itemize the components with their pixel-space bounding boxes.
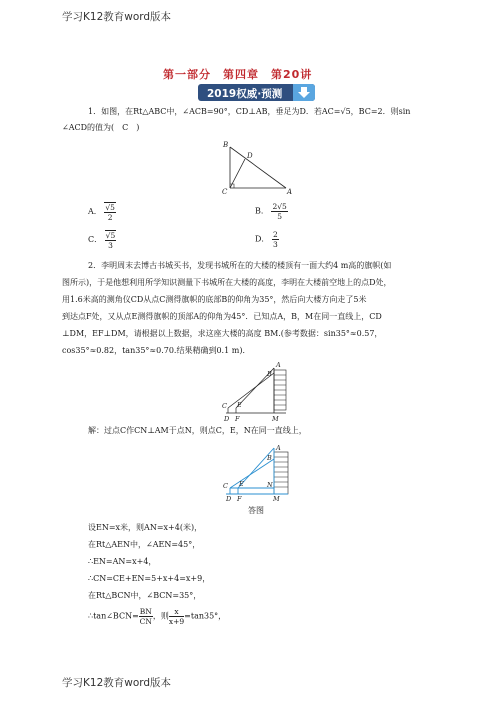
q1-line2: ∠ACD的值为( C ) <box>62 123 140 132</box>
option-d: D． $\frac{2}{3}$ <box>255 230 278 249</box>
fig1-label-D: D <box>224 415 230 422</box>
option-b: B． $\frac{2√5}{5}$ <box>255 202 287 221</box>
label-C: C <box>222 188 228 196</box>
q2-line5: ⊥DM，EF⊥DM，请根据以上数据，求这座大楼的高度 BM.(参考数据：sin35°≈0.57， <box>62 329 383 338</box>
fig1-label-C: C <box>222 402 227 410</box>
fig1-label-A: A <box>276 361 281 369</box>
option-a: A． $\frac{√5}{2}$ <box>88 203 115 222</box>
label-A: A <box>287 188 293 196</box>
fig2-label-D: D <box>226 495 232 502</box>
fig2-label-M: M <box>273 495 280 502</box>
q2-line2: 图所示)，于是他想利用所学知识测量下书城所在大楼的高度，李明在大楼前空地上的点D处， <box>62 278 392 287</box>
fig1-label-F: F <box>235 415 240 422</box>
fig1-label-E: E <box>237 401 242 409</box>
label-D: D <box>247 152 253 160</box>
fig1-label-B: B <box>267 370 272 378</box>
solution-intro: 解：过点C作CN⊥AM于点N，则点C，E，N在同一直线上， <box>88 426 307 435</box>
fig1-label-M: M <box>272 415 279 422</box>
q2-line1: 2．李明周末去博古书城买书，发现书城所在的大楼的楼顶有一面大约4 m高的旗帜(如 <box>88 261 392 270</box>
fig2-label-F: F <box>237 495 242 502</box>
step-6: ∴tan∠BCN= $\frac{BN}{CN}$ ，则 $\frac{x}{x+9}$ =tan35°， <box>88 607 227 626</box>
q2-line3: 用1.6米高的测角仪CD从点C测得旗帜的底部B的仰角为35°，然后向大楼方向走了5米 <box>62 295 367 304</box>
step-3: ∴EN=AN=x+4， <box>88 557 157 566</box>
step-4: ∴CN=CE+EN=5+x+4=x+9， <box>88 574 211 583</box>
q2-answer-figure <box>218 444 300 502</box>
q2-line4: 到达点F处，又从点E测得旗帜的顶部A的仰角为45°．已知点A，B，M在同一直线上，CD <box>62 312 382 321</box>
q2-building-figure <box>216 360 298 422</box>
page-title: 第一部分 第四章 第20讲 <box>163 68 313 81</box>
q1-line1: 1．如图，在Rt△ABC中，∠ACB=90°，CD⊥AB，垂足为D．若AC=√5，BC=2．则sin <box>88 107 411 116</box>
q1-triangle-figure <box>218 138 298 196</box>
footer-text: 学习K12教育word版本 <box>62 677 172 689</box>
step-5: 在Rt△BCN中，∠BCN=35°， <box>88 591 202 600</box>
fig2-label-E: E <box>239 480 244 488</box>
label-B: B <box>223 141 229 149</box>
fig2-label-N: N <box>267 481 273 489</box>
fig2-label-A: A <box>276 444 281 452</box>
q2-line6: cos35°≈0.82，tan35°≈0.70.结果精确到0.1 m)． <box>62 346 251 355</box>
step-2: 在Rt△AEN中，∠AEN=45°， <box>88 540 201 549</box>
fig2-label-C: C <box>223 482 228 490</box>
fig2-label-B: B <box>267 454 272 462</box>
download-arrow-icon <box>293 84 315 101</box>
answer-figure-caption: 答图 <box>248 506 264 515</box>
option-c: C． $\frac{√5}{3}$ <box>88 231 116 250</box>
step-1: 设EN=x米，则AN=x+4(米)， <box>88 523 203 532</box>
header-text: 学习K12教育word版本 <box>62 11 172 23</box>
badge-label: 2019权威·预测 <box>207 88 283 100</box>
forecast-badge <box>198 84 315 101</box>
